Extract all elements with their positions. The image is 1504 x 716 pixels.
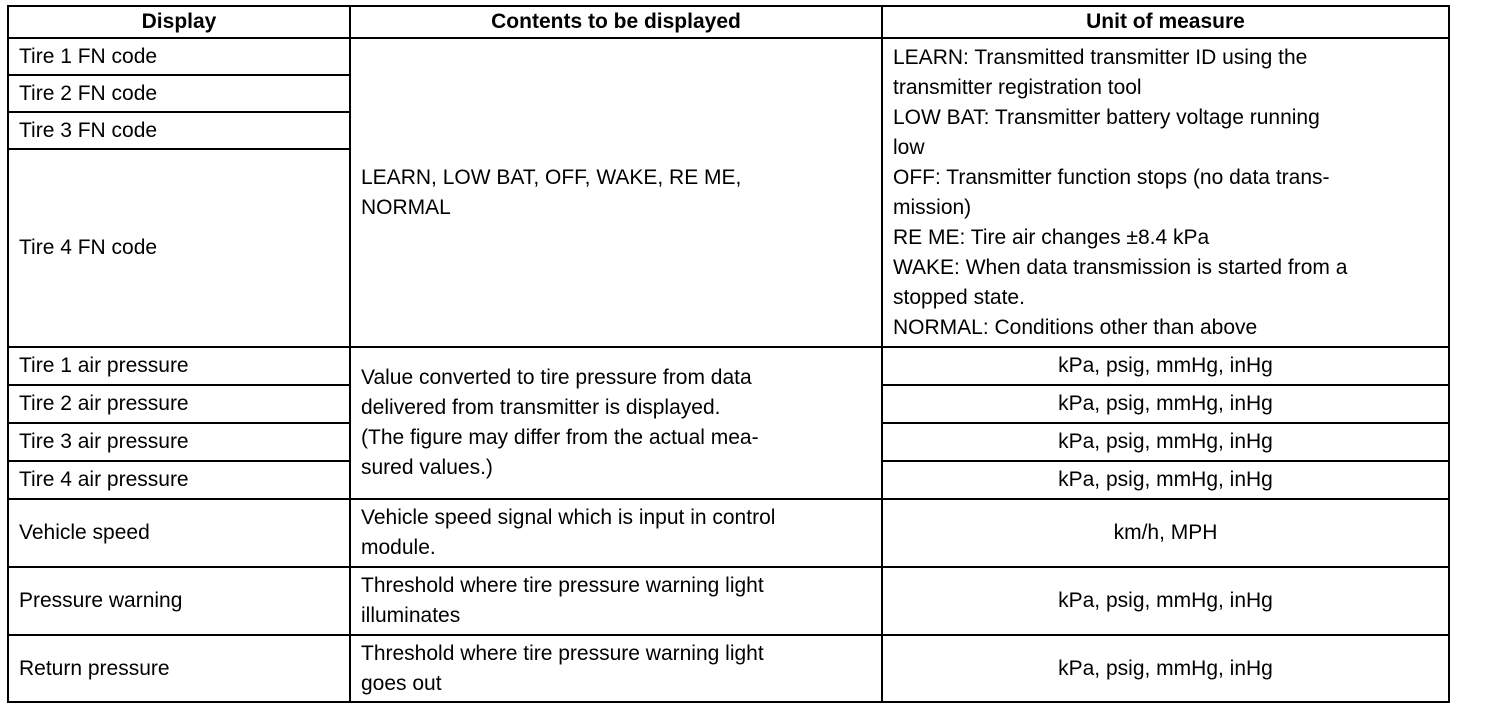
header-row [8, 6, 1449, 38]
display-cell: Tire 2 air pressure [8, 385, 350, 423]
unit-line: mission) [893, 195, 972, 219]
unit-cell: kPa, psig, mmHg, inHg [882, 385, 1449, 423]
fn-contents-cell [350, 38, 882, 347]
header-contents: Contents to be displayed [350, 6, 882, 38]
unit-cell: kPa, psig, mmHg, inHg [882, 347, 1449, 385]
contents-line: module. [361, 536, 436, 559]
display-cell: Tire 4 air pressure [8, 461, 350, 499]
unit-line: WAKE: When data transmission is started from a [893, 255, 1348, 279]
unit-line: low [893, 135, 925, 159]
contents-line: LEARN, LOW BAT, OFF, WAKE, RE ME, [361, 165, 742, 189]
unit-cell: kPa, psig, mmHg, inHg [882, 635, 1449, 702]
display-cell: Tire 1 FN code [8, 38, 350, 75]
display-cell: Vehicle speed [8, 499, 350, 567]
unit-line: OFF: Transmitter function stops (no data trans- [893, 165, 1330, 189]
contents-cell [350, 499, 882, 567]
display-cell: Return pressure [8, 635, 350, 702]
display-cell: Tire 3 FN code [8, 112, 350, 149]
header-display: Display [8, 6, 350, 38]
contents-line: goes out [361, 671, 442, 695]
display-cell: Tire 1 air pressure [8, 347, 350, 385]
contents-line: Threshold where tire pressure warning light [361, 641, 764, 665]
unit-line: LOW BAT: Transmitter battery voltage running [893, 105, 1320, 129]
unit-line: LEARN: Transmitted transmitter ID using the [893, 45, 1308, 69]
unit-cell: kPa, psig, mmHg, inHg [882, 423, 1449, 461]
unit-line: RE ME: Tire air changes ±8.4 kPa [893, 225, 1210, 249]
contents-cell [350, 567, 882, 635]
header-unit: Unit of measure [882, 6, 1449, 38]
display-cell: Tire 4 FN code [8, 149, 350, 347]
contents-line: sured values.) [361, 456, 493, 479]
display-cell: Tire 2 FN code [8, 75, 350, 112]
fn-unit-cell [882, 38, 1449, 347]
unit-cell: kPa, psig, mmHg, inHg [882, 461, 1449, 499]
unit-line: NORMAL: Conditions other than above [893, 315, 1258, 339]
contents-line: (The figure may differ from the actual mea- [361, 426, 759, 449]
unit-line: transmitter registration tool [893, 75, 1142, 99]
contents-line: Vehicle speed signal which is input in control [361, 506, 776, 529]
contents-cell [350, 635, 882, 702]
display-cell: Tire 3 air pressure [8, 423, 350, 461]
unit-line: stopped state. [893, 285, 1025, 309]
table-row [8, 38, 1449, 75]
data-display-table [7, 5, 1450, 703]
unit-cell: kPa, psig, mmHg, inHg [882, 567, 1449, 635]
display-cell: Pressure warning [8, 567, 350, 635]
contents-line: NORMAL [361, 195, 451, 219]
contents-line: illuminates [361, 604, 461, 627]
table-row [8, 635, 1449, 702]
table-row [8, 567, 1449, 635]
contents-line: delivered from transmitter is displayed. [361, 396, 721, 419]
contents-line: Value converted to tire pressure from data [361, 366, 752, 389]
unit-cell: km/h, MPH [882, 499, 1449, 567]
table-row [8, 499, 1449, 567]
contents-line: Threshold where tire pressure warning light [361, 574, 764, 597]
table-row [8, 347, 1449, 385]
pressure-contents-cell [350, 347, 882, 499]
